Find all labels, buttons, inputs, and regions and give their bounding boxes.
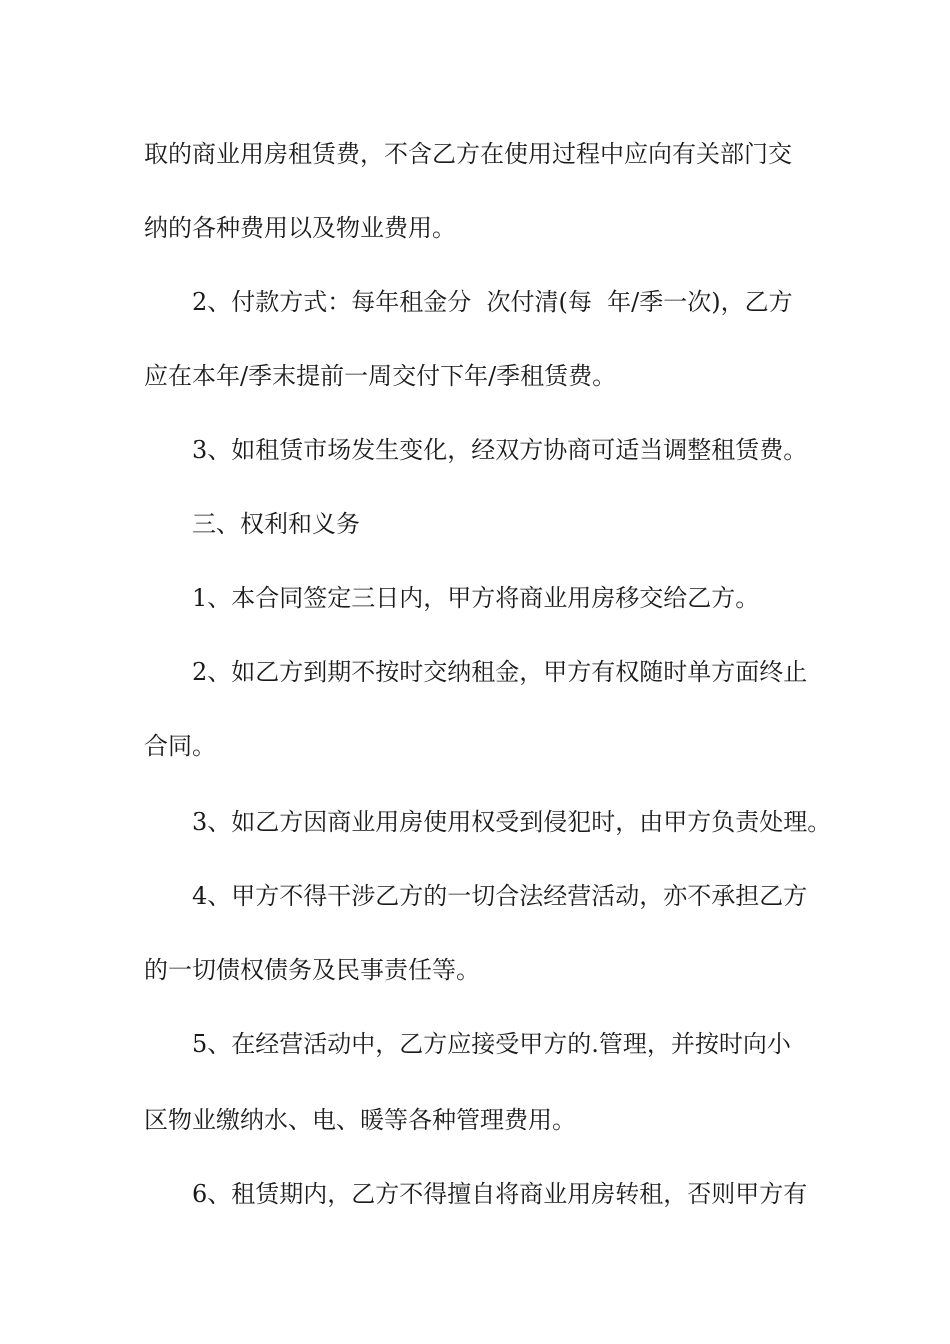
text-line-2: 纳的各种费用以及物业费用。 <box>144 214 456 242</box>
text-line-9: 合同。 <box>144 732 216 760</box>
text-line-14: 区物业缴纳水、电、暖等各种管理费用。 <box>144 1106 576 1134</box>
text-line-7: 1、本合同签定三日内，甲方将商业用房移交给乙方。 <box>192 584 760 612</box>
text-line-12: 的一切债权债务及民事责任等。 <box>144 956 480 984</box>
text-line-13: 5、在经营活动中，乙方应接受甲方的.管理，并按时向小 <box>192 1030 791 1058</box>
text-line-11: 4、甲方不得干涉乙方的一切合法经营活动，亦不承担乙方 <box>192 882 808 910</box>
text-line-8: 2、如乙方到期不按时交纳租金，甲方有权随时单方面终止 <box>192 658 808 686</box>
text-line-10: 3、如乙方因商业用房使用权受到侵犯时，由甲方负责处理。 <box>192 808 832 836</box>
text-line-5: 3、如租赁市场发生变化，经双方协商可适当调整租赁费。 <box>192 436 808 464</box>
text-line-4: 应在本年/季末提前一周交付下年/季租赁费。 <box>144 362 617 390</box>
text-line-3: 2、付款方式：每年租金分 次付清(每 年/季一次)，乙方 <box>192 288 793 316</box>
text-line-1: 取的商业用房租赁费，不含乙方在使用过程中应向有关部门交 <box>144 140 792 168</box>
section-heading-rights: 三、权利和义务 <box>192 510 360 538</box>
text-line-15: 6、租赁期内，乙方不得擅自将商业用房转租，否则甲方有 <box>192 1180 808 1208</box>
